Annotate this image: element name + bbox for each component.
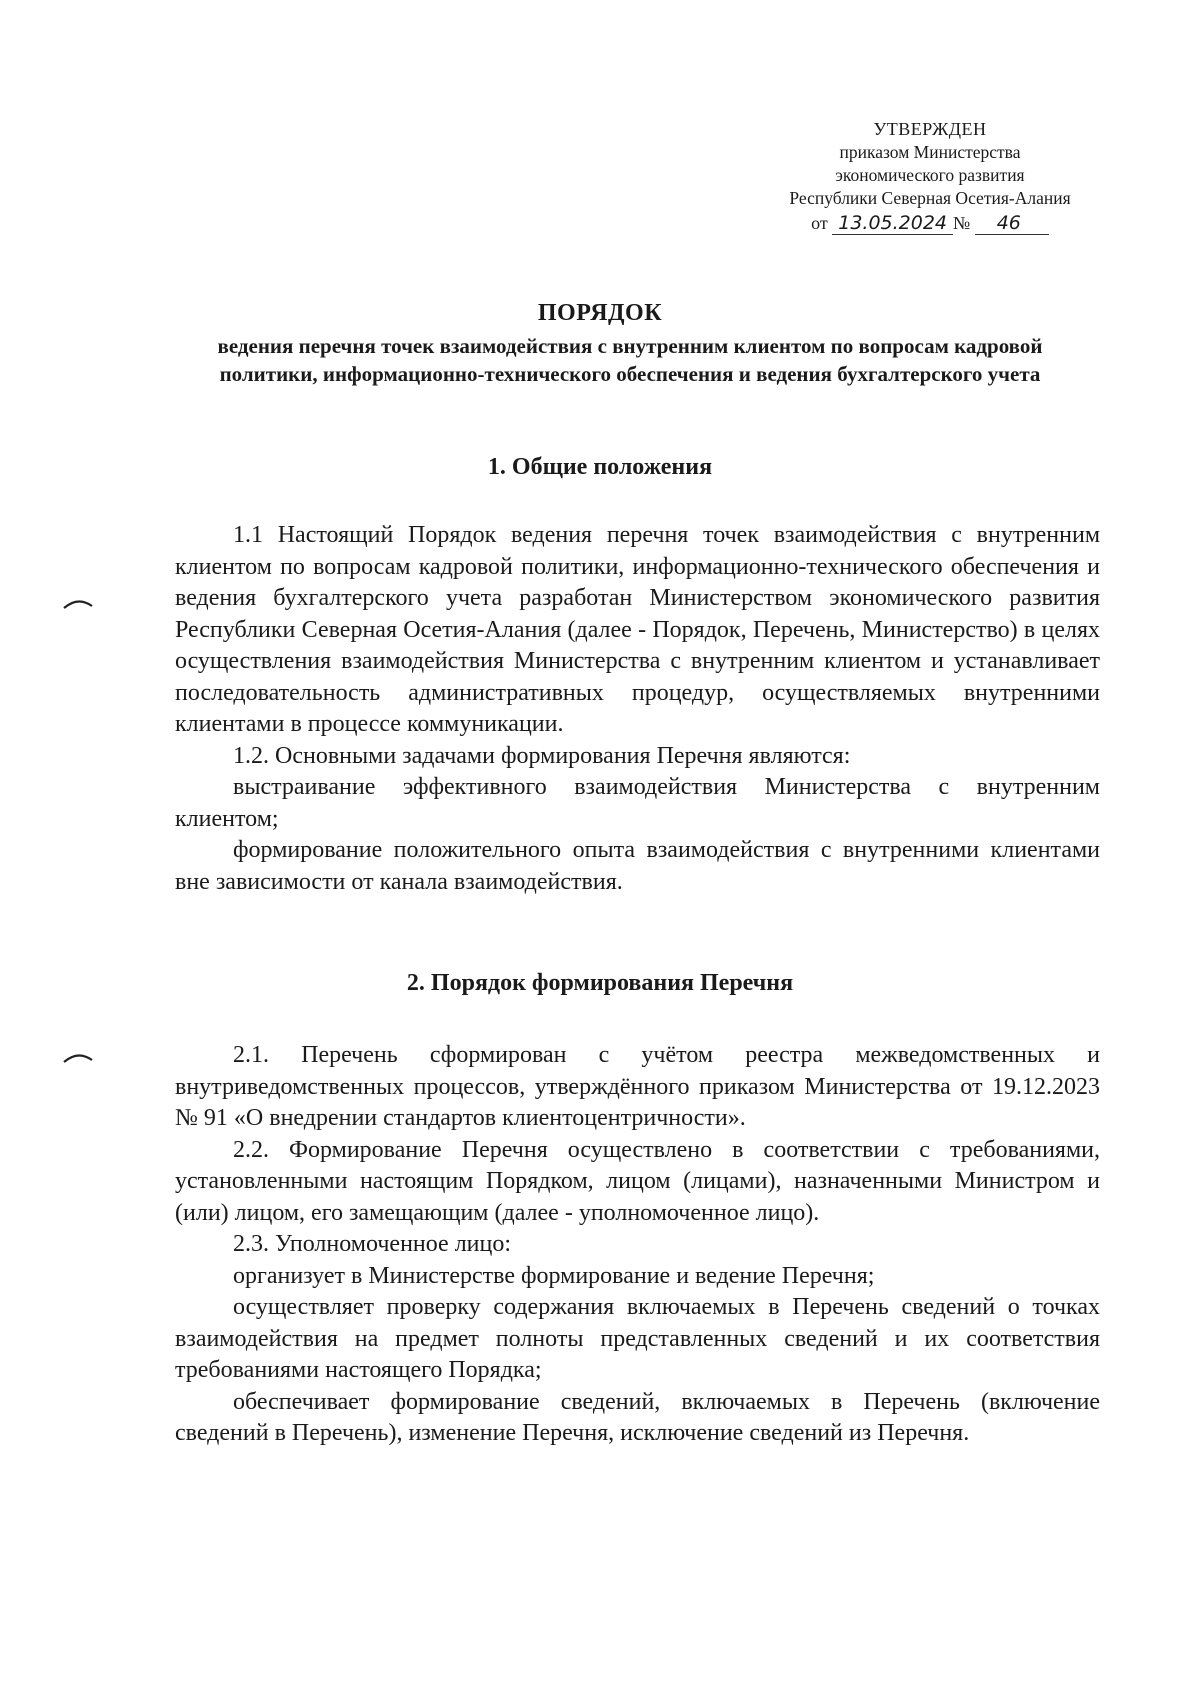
hole-punch-mark-icon <box>62 596 94 610</box>
section-2-heading: 2. Порядок формирования Перечня <box>406 970 794 996</box>
paragraph-1-2-b: формирование положительного опыта взаимодействия с внутренними клиентами вне зависимости от канала взаимодействия. <box>175 837 1100 895</box>
section-2-body <box>175 1040 1100 1450</box>
date-prefix: от <box>811 213 828 233</box>
hole-punch-mark-icon <box>62 1050 94 1064</box>
approval-line-3: Республики Северная Осетия-Алания <box>789 188 1071 208</box>
section-1-body <box>175 520 1100 898</box>
section-1-heading: 1. Общие положения <box>487 454 713 480</box>
document-title: ПОРЯДОК <box>537 300 663 326</box>
document-subtitle: ведения перечня точек взаимодействия с внутренним клиентом по вопросам кадровой политики, информационно-технического обеспечения и ведения бухгалтерского учета <box>217 334 1043 386</box>
approval-date-line <box>760 212 1100 235</box>
approval-stamp-block <box>760 118 1100 235</box>
paragraph-2-2: 2.2. Формирование Перечня осуществлено в соответствии с требованиями, установленными настоящим Порядком, лицом (лицами), назначенными Министром и (или) лицом, его замещающим (далее - уполномоченное лицо). <box>175 1136 1100 1226</box>
approval-line-1: приказом Министерства <box>839 142 1021 162</box>
handwritten-number: 46 <box>975 212 1049 235</box>
paragraph-2-1: 2.1. Перечень сформирован с учётом реестра межведомственных и внутриведомственных процессов, утверждённого приказом Министерства от 19.12.2023 № 91 «О внедрении стандартов клиентоцентричности». <box>175 1042 1100 1131</box>
paragraph-1-2-a: выстраивание эффективного взаимодействия Министерства с внутренним клиентом; <box>175 774 1100 832</box>
paragraph-2-3-b: осуществляет проверку содержания включаемых в Перечень сведений о точках взаимодействия на предмет полноты представленных сведений и их соответствия требованиями настоящего Порядка; <box>175 1294 1100 1383</box>
approval-heading: УТВЕРЖДЕН <box>873 119 987 139</box>
number-prefix: № <box>953 213 971 233</box>
paragraph-2-3: 2.3. Уполномоченное лицо: <box>233 1231 512 1257</box>
paragraph-1-2: 1.2. Основными задачами формирования Перечня являются: <box>233 742 851 769</box>
paragraph-2-3-a: организует в Министерстве формирование и ведение Перечня; <box>233 1262 875 1289</box>
handwritten-date: 13.05.2024 <box>832 212 953 235</box>
paragraph-2-3-c: обеспечивает формирование сведений, включаемых в Перечень (включение сведений в Перечень), изменение Перечня, исключение сведений из Перечня. <box>175 1388 1100 1446</box>
paragraph-1-1: 1.1 Настоящий Порядок ведения перечня точек взаимодействия с внутренним клиентом по вопросам кадровой политики, информационно-технического обеспечения и ведения бухгалтерского учета разработан Министерством экономического развития Республики Северная Осетия-Алания (далее - Порядок, Перечень, Министерство) в целях осуществления взаимодействия Министерства с внутренним клиентом и устанавливает последовательность административных процедур, осуществляемых внутренними клиентами в процессе коммуникации. <box>175 522 1100 737</box>
approval-line-2: экономического развития <box>835 165 1025 185</box>
